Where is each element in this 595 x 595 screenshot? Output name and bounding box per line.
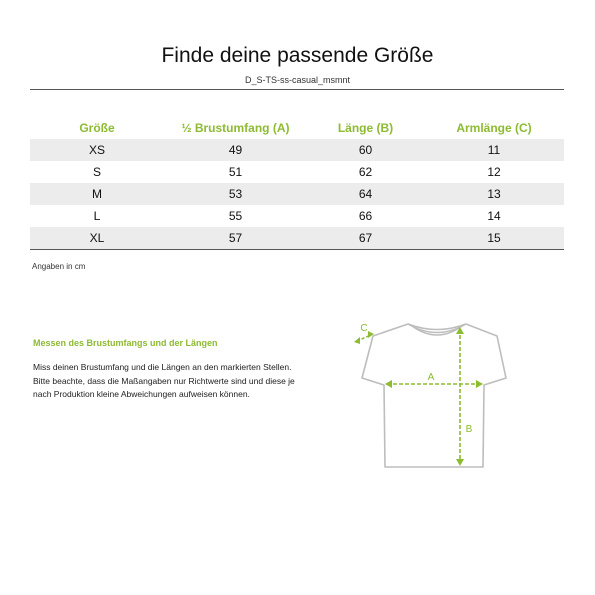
header-divider: [30, 89, 564, 90]
chest-cell: 51: [228, 165, 243, 179]
table-header-row: [30, 117, 564, 139]
measure-paragraph: Bitte beachte, dass die Maßangaben nur Richtwerte sind und diese je nach Produktion kleine Abweichungen aufweisen können.: [33, 375, 295, 399]
column-header-length: Länge (B): [337, 121, 394, 135]
table-row: [30, 161, 564, 183]
product-code: D_S-TS-ss-casual_msmnt: [244, 75, 351, 85]
arrowhead-icon: [354, 337, 360, 344]
measure-heading: Messen des Brustumfangs und der Längen: [33, 338, 218, 348]
size-cell: XS: [30, 139, 164, 161]
label-a: A: [427, 372, 435, 383]
sleeve-cell: 12: [487, 165, 501, 179]
label-b: B: [465, 424, 473, 435]
chest-cell: 53: [164, 183, 307, 205]
table-row: [30, 139, 564, 161]
measure-instructions: [33, 361, 303, 402]
sleeve-cell: 15: [424, 227, 564, 250]
tshirt-outline: [362, 324, 506, 467]
length-cell: 62: [358, 165, 373, 179]
label-c: C: [360, 323, 368, 334]
size-table: [30, 117, 564, 250]
table-row: [30, 183, 564, 205]
length-cell: 64: [307, 183, 424, 205]
length-cell: 67: [307, 227, 424, 250]
size-cell: L: [93, 209, 101, 223]
length-cell: 60: [307, 139, 424, 161]
chest-cell: 57: [164, 227, 307, 250]
chest-cell: 49: [164, 139, 307, 161]
measure-paragraph: Miss deinen Brustumfang und die Längen an den markierten Stellen.: [33, 362, 292, 372]
table-row: [30, 227, 564, 250]
tshirt-measurement-diagram: [345, 315, 520, 475]
sleeve-cell: 14: [487, 209, 501, 223]
size-cell: XL: [30, 227, 164, 250]
column-header-sleeve: Armlänge (C): [456, 121, 532, 135]
size-cell: M: [30, 183, 164, 205]
sleeve-cell: 11: [424, 139, 564, 161]
length-cell: 66: [358, 209, 373, 223]
column-header-chest: ½ Brustumfang (A): [181, 121, 290, 135]
sleeve-cell: 13: [424, 183, 564, 205]
page-title: Finde deine passende Größe: [161, 44, 434, 67]
table-row: [30, 205, 564, 227]
size-cell: S: [92, 165, 101, 179]
unit-note: Angaben in cm: [32, 262, 86, 271]
column-header-size: Größe: [79, 121, 115, 135]
chest-cell: 55: [228, 209, 243, 223]
